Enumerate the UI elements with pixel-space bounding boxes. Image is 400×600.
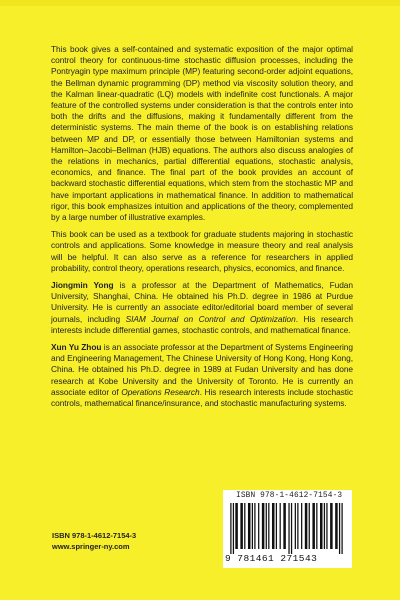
barcode-bar: [288, 503, 289, 554]
barcode-bar: [312, 503, 315, 549]
description-paragraph: This book gives a self-contained and systematic exposition of the major optimal control theory for continuous-time stochastic diffusion processes, including the Pontryagin type maximum principle (MP) featuring second-order adjoint equations, the Bellman dynamic programming (DP) method via viscosity solution theory, and the Kalman linear-quadratic (LQ) models with indefinite cost functionals. A major feature of the controlled systems under consideration is that the controls enter into both the drifts and the diffusions, making it fundamentally different from the deterministic systems. The main theme of the book is on establishing relations between MP and DP, or essentially those between Hamiltonian systems and Hamilton–Jacobi–Bellman (HJB) equations. The authors also discuss analogies of the relations in mechanics, partial differential equations, stochastic analysis, economics, and finance. The final part of the book provides an account of backward stochastic differential equations, which stem from the stochastic MP and have important applications in mathematical finance. In addition to mathematical rigor, this book emphasizes intuition and applications of the theory, complemented by a large number of illustrative examples.: [51, 44, 353, 223]
barcode-bar: [305, 503, 308, 549]
barcode-bar: [248, 503, 251, 549]
author-bio-yong: [51, 280, 353, 336]
barcode-bar: [262, 503, 265, 549]
barcode-bar: [283, 503, 286, 549]
bio-text: is a professor at the Department of Mathematics, Fudan University, Shanghai, China. He obtained his Ph.D. degree in 1986 at Purdue University. He is currently an associate editor/editorial board member of several journals, including: [51, 280, 353, 324]
barcode-bar: [240, 503, 243, 549]
bio-text: . His research interests include differential games, stochastic controls, and mathematical finance.: [51, 313, 354, 335]
barcode-bar: [268, 503, 269, 549]
barcode-bar: [339, 503, 340, 554]
barcode-bar: [230, 503, 231, 554]
journal-title: SIAM Journal on Control and Optimization: [125, 313, 296, 324]
barcode-bar: [330, 503, 333, 549]
barcode-box: [223, 490, 352, 568]
barcode-bar: [252, 503, 253, 549]
barcode-number: 9 781461 271543: [225, 553, 318, 564]
barcode-bar: [233, 503, 234, 554]
top-edge-band: [0, 0, 400, 6]
barcode-bar: [295, 503, 296, 549]
barcode-bar: [335, 503, 338, 549]
author-bio-zhou: [51, 342, 353, 409]
barcode-graphic: [229, 503, 346, 554]
barcode-bar: [291, 503, 292, 554]
barcode-bar: [280, 503, 281, 549]
barcode-bar: [301, 503, 302, 549]
barcode-bar: [235, 503, 238, 549]
barcode-bar: [244, 503, 245, 549]
isbn-number: ISBN 978-1-4612-7154-3: [52, 531, 137, 540]
journal-title: Operations Research: [121, 386, 200, 397]
back-cover-blurb: [51, 44, 353, 409]
barcode-bar: [326, 503, 327, 549]
barcode-isbn-label: ISBN 978-1-4612-7154-3: [236, 492, 343, 500]
barcode-bar: [254, 503, 255, 549]
barcode-bar: [258, 503, 259, 549]
barcode-bar: [320, 503, 323, 549]
audience-paragraph: This book can be used as a textbook for graduate students majoring in stochastic controls and applications. Some knowledge in measure theory and real analysis will be helpful. It can also serve as a reference for researchers in applied probability, control theory, operations research, physics, economics, and finance.: [51, 229, 353, 273]
barcode-bar: [266, 503, 267, 549]
barcode-bar: [309, 503, 310, 549]
isbn-footer: [52, 530, 136, 552]
barcode-bar: [272, 503, 275, 549]
barcode-bar: [276, 503, 277, 549]
barcode-bar: [316, 503, 317, 549]
bio-text: . His research interests include stochastic controls, mathematical finance/insurance, and stochastic manufacturing systems.: [51, 386, 353, 409]
author-name: Jiongmin Yong: [51, 280, 114, 291]
author-name: Xun Yu Zhou: [51, 342, 102, 353]
barcode-bar: [297, 503, 298, 549]
barcode-bar: [324, 503, 325, 549]
bio-text: is an associate professor at the Department of Systems Engineering and Engineering Management, The Chinese University of Hong Kong, Hong Kong, China. He obtained his Ph.D. degree in 1989 at Fudan University and has done research at Kobe University and the University of Toronto. He is currently an associate editor of: [51, 342, 353, 397]
publisher-url: www.springer-ny.com: [52, 542, 130, 551]
barcode-bar: [341, 503, 342, 554]
